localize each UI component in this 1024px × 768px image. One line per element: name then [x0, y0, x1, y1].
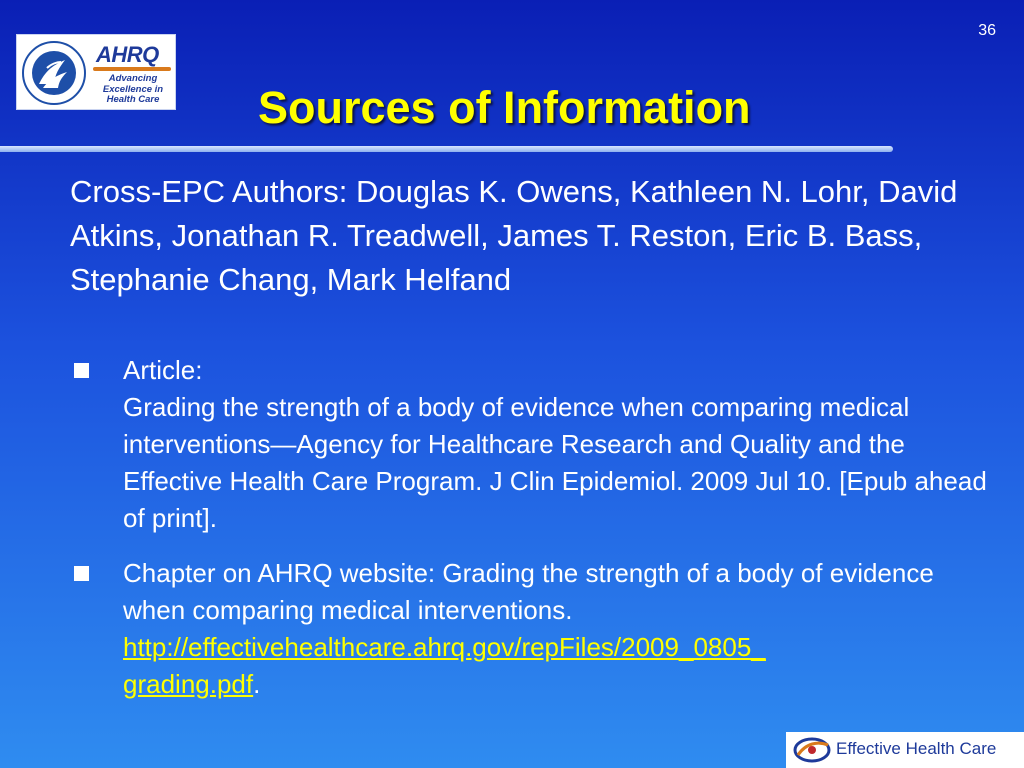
- chapter-trailing-period: .: [253, 669, 261, 699]
- title-divider: [0, 146, 893, 152]
- ehc-brand-text: Effective Health Care: [836, 739, 997, 758]
- authors-paragraph: Cross-EPC Authors: Douglas K. Owens, Kathleen N. Lohr, David Atkins, Jonathan R. Treadwell, James T. Reston, Eric B. Bass, Stephanie Chang, Mark Helfand: [70, 174, 958, 297]
- chapter-link-part2: grading.pdf: [123, 669, 254, 699]
- slide-title: Sources of Information: [258, 82, 751, 133]
- chapter-link-part1: http://effectivehealthcare.ahrq.gov/repFiles/2009_0805_: [123, 632, 766, 662]
- ahrq-tagline: Advancing Excellence in Health Care: [102, 73, 164, 105]
- hhs-ahrq-logo: [16, 34, 176, 110]
- square-bullet-icon: [74, 566, 89, 581]
- list-item-article: [72, 352, 992, 537]
- ehc-swirl-icon: [792, 735, 832, 765]
- hhs-seal-icon: [21, 38, 87, 108]
- ahrq-name: AHRQ: [96, 42, 159, 67]
- square-bullet-icon: [74, 363, 89, 378]
- chapter-text: Chapter on AHRQ website: Grading the strength of a body of evidence when comparing medical interventions.: [123, 558, 934, 625]
- article-citation: Grading the strength of a body of evidence when comparing medical interventions—Agency for Healthcare Research and Quality and the Effective Health Care Program. J Clin Epidemiol. 2009 Jul 10. [Epub ahead of print].: [123, 392, 987, 533]
- ahrq-swoosh: [93, 67, 171, 71]
- source-list: [72, 352, 992, 721]
- slide-number: 36: [978, 22, 996, 39]
- list-item-chapter: [72, 555, 992, 703]
- chapter-link[interactable]: [123, 632, 766, 699]
- effective-health-care-logo: [786, 732, 1024, 768]
- article-label: Article:: [123, 355, 203, 385]
- ahrq-logo: [91, 39, 175, 107]
